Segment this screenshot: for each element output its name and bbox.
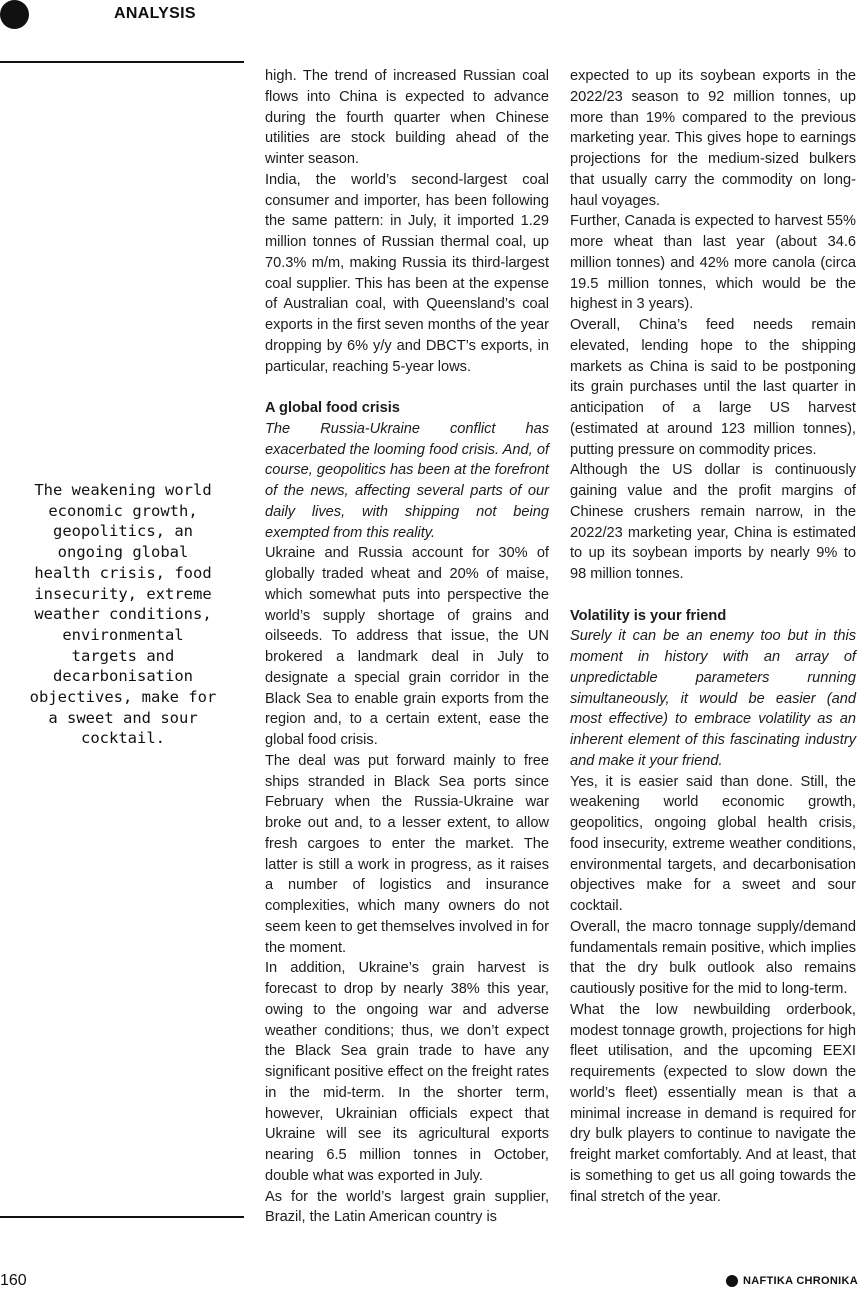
subheading: A global food crisis: [265, 400, 400, 416]
brand-logo-icon: [726, 1275, 738, 1287]
paragraph: In addition, Ukraine’s grain harvest is forecast to drop by nearly 38% this year, owing to the ongoing war and adverse weather conditions; thus, we don’t expect the Black Sea grain trade to have any significant positive effect on the freight rates in the mid-term. In the shorter term, however, Ukrainian officials expect that Ukraine will see its agricultural exports nearing 6.5 million tonnes in October, double what was exported in July.: [265, 960, 549, 1184]
pull-quote: The weakening world economic growth, geopolitics, an ongoing global health crisis, food insecurity, extreme weather conditions, environmental targets and decarbonisation objectives, make for a sweet and sour cocktail.: [29, 481, 217, 748]
page-number: 160: [0, 1272, 27, 1289]
article-column-2: [570, 66, 856, 1207]
article-column-1: [265, 66, 549, 1228]
paragraph: Although the US dollar is continuously gaining value and the profit margins of Chinese crushers remain narrow, in the 2022/23 marketing year, China is estimated to up its soybean imports by nearly 9% to 98 million tonnes.: [570, 462, 856, 582]
paragraph: high. The trend of increased Russian coal flows into China is expected to advance during the fourth quarter when Chinese utilities are stock building ahead of the winter season.: [265, 68, 549, 167]
paragraph: Ukraine and Russia account for 30% of globally traded wheat and 20% of maise, which somewhat puts into perspective the world’s supply shortage of grains and oilseeds. To address that issue, the UN brokered a landmark deal in July to designate a special grain corridor in the Black Sea to enable grain exports from the region and, to a certain extent, ease the global food crisis.: [265, 545, 549, 748]
lead-paragraph: The Russia-Ukraine conflict has exacerbated the looming food crisis. And, of course, geopolitics has been at the forefront of the news, affecting several parts of our daily lives, with shipping not being exempted from this reality.: [265, 420, 549, 541]
paragraph: What the low newbuilding orderbook, modest tonnage growth, projections for high fleet utilisation, and the upcoming EEXI requirements (expected to slow down the world’s fleet) essentially mean is that a minimal increase in demand is required for dry bulk players to continue to navigate the freight market comfortably. And at least, that is something to get us all going towards the final stretch of the year.: [570, 1001, 856, 1205]
paragraph: The deal was put forward mainly to free ships stranded in Black Sea ports since February when the Russia-Ukraine war broke out and, to a lesser extent, to allow fresh cargoes to enter the market. The latter is still a work in progress, as it raises a number of logistics and insurance complexities, which many owners do not seem keen to get themselves involved in for the moment.: [265, 752, 549, 956]
brand-name: NAFTIKA CHRONIKA: [743, 1275, 858, 1287]
paragraph: India, the world’s second-largest coal consumer and importer, has been following the same pattern: in July, it imported 1.29 million tonnes of Russian thermal coal, up 70.3% m/m, making Russia its third-largest coal supplier. This has been at the expense of Australian coal, with Queensland’s coal exports in the first seven months of the year dropping by 6% y/y and DBCT’s exports, in particular, reaching 5-year lows.: [265, 171, 549, 375]
paragraph: Yes, it is easier said than done. Still, the weakening world economic growth, geopolitics, ongoing global health crisis, food insecurity, extreme weather conditions, environmental targets, and decarbonisation objectives make for a sweet and sour cocktail.: [570, 773, 856, 914]
bottom-divider: [0, 1216, 244, 1218]
section-label: ANALYSIS: [114, 5, 196, 22]
paragraph: Further, Canada is expected to harvest 55% more wheat than last year (about 34.6 million tonnes) and 42% more canola (circa 19.5 million tonnes, which would be the highest in 3 years).: [570, 213, 856, 313]
magazine-logo-icon: [0, 0, 29, 29]
subheading: Volatility is your friend: [570, 607, 727, 624]
paragraph: expected to up its soybean exports in the 2022/23 season to 92 million tonnes, up more than 19% compared to the previous marketing year. This gives hope to earnings projections for the medium-sized bulkers that usually carry the commodity on long-haul voyages.: [570, 68, 856, 209]
paragraph: Overall, the macro tonnage supply/demand fundamentals remain positive, which implies that the dry bulk outlook also remains cautiously positive for the mid to long-term.: [570, 918, 856, 997]
brand-footer: [726, 1275, 858, 1287]
paragraph: Overall, China’s feed needs remain elevated, lending hope to the shipping markets as China is said to be postponing its grain purchases until the last quarter in anticipation of a large US harvest (estimated at around 123 million tonnes), putting pressure on commodity prices.: [570, 317, 856, 458]
top-divider: [0, 61, 244, 63]
paragraph: As for the world’s largest grain supplier, Brazil, the Latin American country is: [265, 1188, 549, 1226]
lead-paragraph: Surely it can be an enemy too but in this moment in history with an array of unpredictable parameters running simultaneously, it would be easier (and most effective) to embrace volatility as an inherent element of this fascinating industry and make it your friend.: [570, 628, 856, 769]
